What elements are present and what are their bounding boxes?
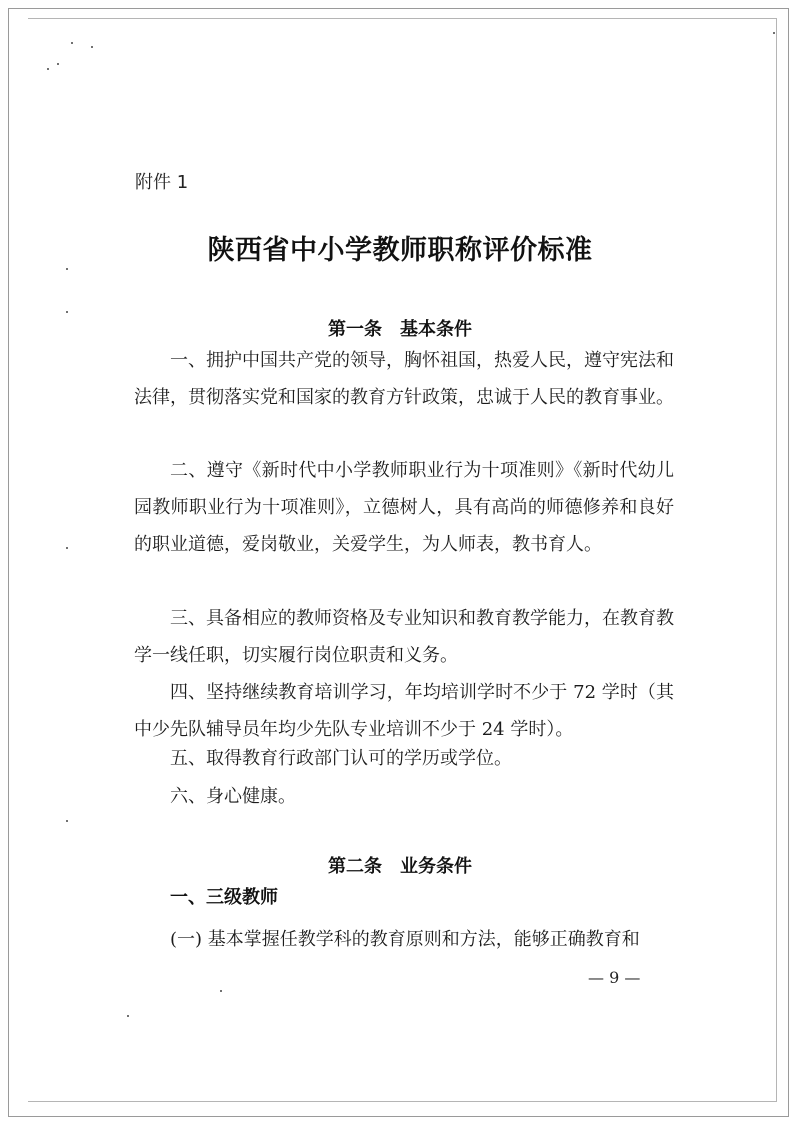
scan-speck (66, 268, 68, 270)
article-2-subheading: 一、三级教师 (170, 887, 278, 908)
article-1-paragraph-6: 六、身心健康。 (170, 786, 296, 807)
article-1-paragraph-5: 五、取得教育行政部门认可的学历或学位。 (170, 748, 512, 769)
article-1-paragraph-3: 三、具备相应的教师资格及专业知识和教育教学能力，在教育教学一线任职，切实履行岗位职责和义务。 (134, 608, 674, 666)
article-2-item-1: (一) 基本掌握任教学科的教育原则和方法，能够正确教育和 (170, 929, 640, 950)
scan-speck (220, 990, 222, 992)
scan-speck (71, 42, 73, 44)
scan-speck (773, 32, 775, 34)
scan-speck (66, 547, 68, 549)
scan-speck (66, 311, 68, 313)
article-1-paragraph-2: 二、遵守《新时代中小学教师职业行为十项准则》《新时代幼儿园教师职业行为十项准则》，立德树人，具有高尚的师德修养和良好的职业道德，爱岗敬业，关爱学生，为人师表，教书育人。 (134, 460, 674, 555)
article-2-heading: 第二条 业务条件 (328, 856, 472, 877)
article-1-paragraph-1: 一、拥护中国共产党的领导，胸怀祖国，热爱人民，遵守宪法和法律，贯彻落实党和国家的教育方针政策，忠诚于人民的教育事业。 (134, 350, 674, 408)
article-1-heading: 第一条 基本条件 (328, 319, 472, 340)
article-1-paragraph-4: 四、坚持继续教育培训学习，年均培训学时不少于 72 学时（其中少先队辅导员年均少先队专业培训不少于 24 学时）。 (134, 682, 674, 740)
scan-speck (47, 68, 49, 70)
scan-speck (66, 820, 68, 822)
annex-label: 附件 1 (135, 172, 189, 193)
document-title: 陕西省中小学教师职称评价标准 (207, 235, 593, 266)
scan-speck (57, 63, 59, 65)
page-number: — 9 — (588, 968, 641, 987)
scan-speck (127, 1015, 129, 1017)
scan-speck (91, 46, 93, 48)
